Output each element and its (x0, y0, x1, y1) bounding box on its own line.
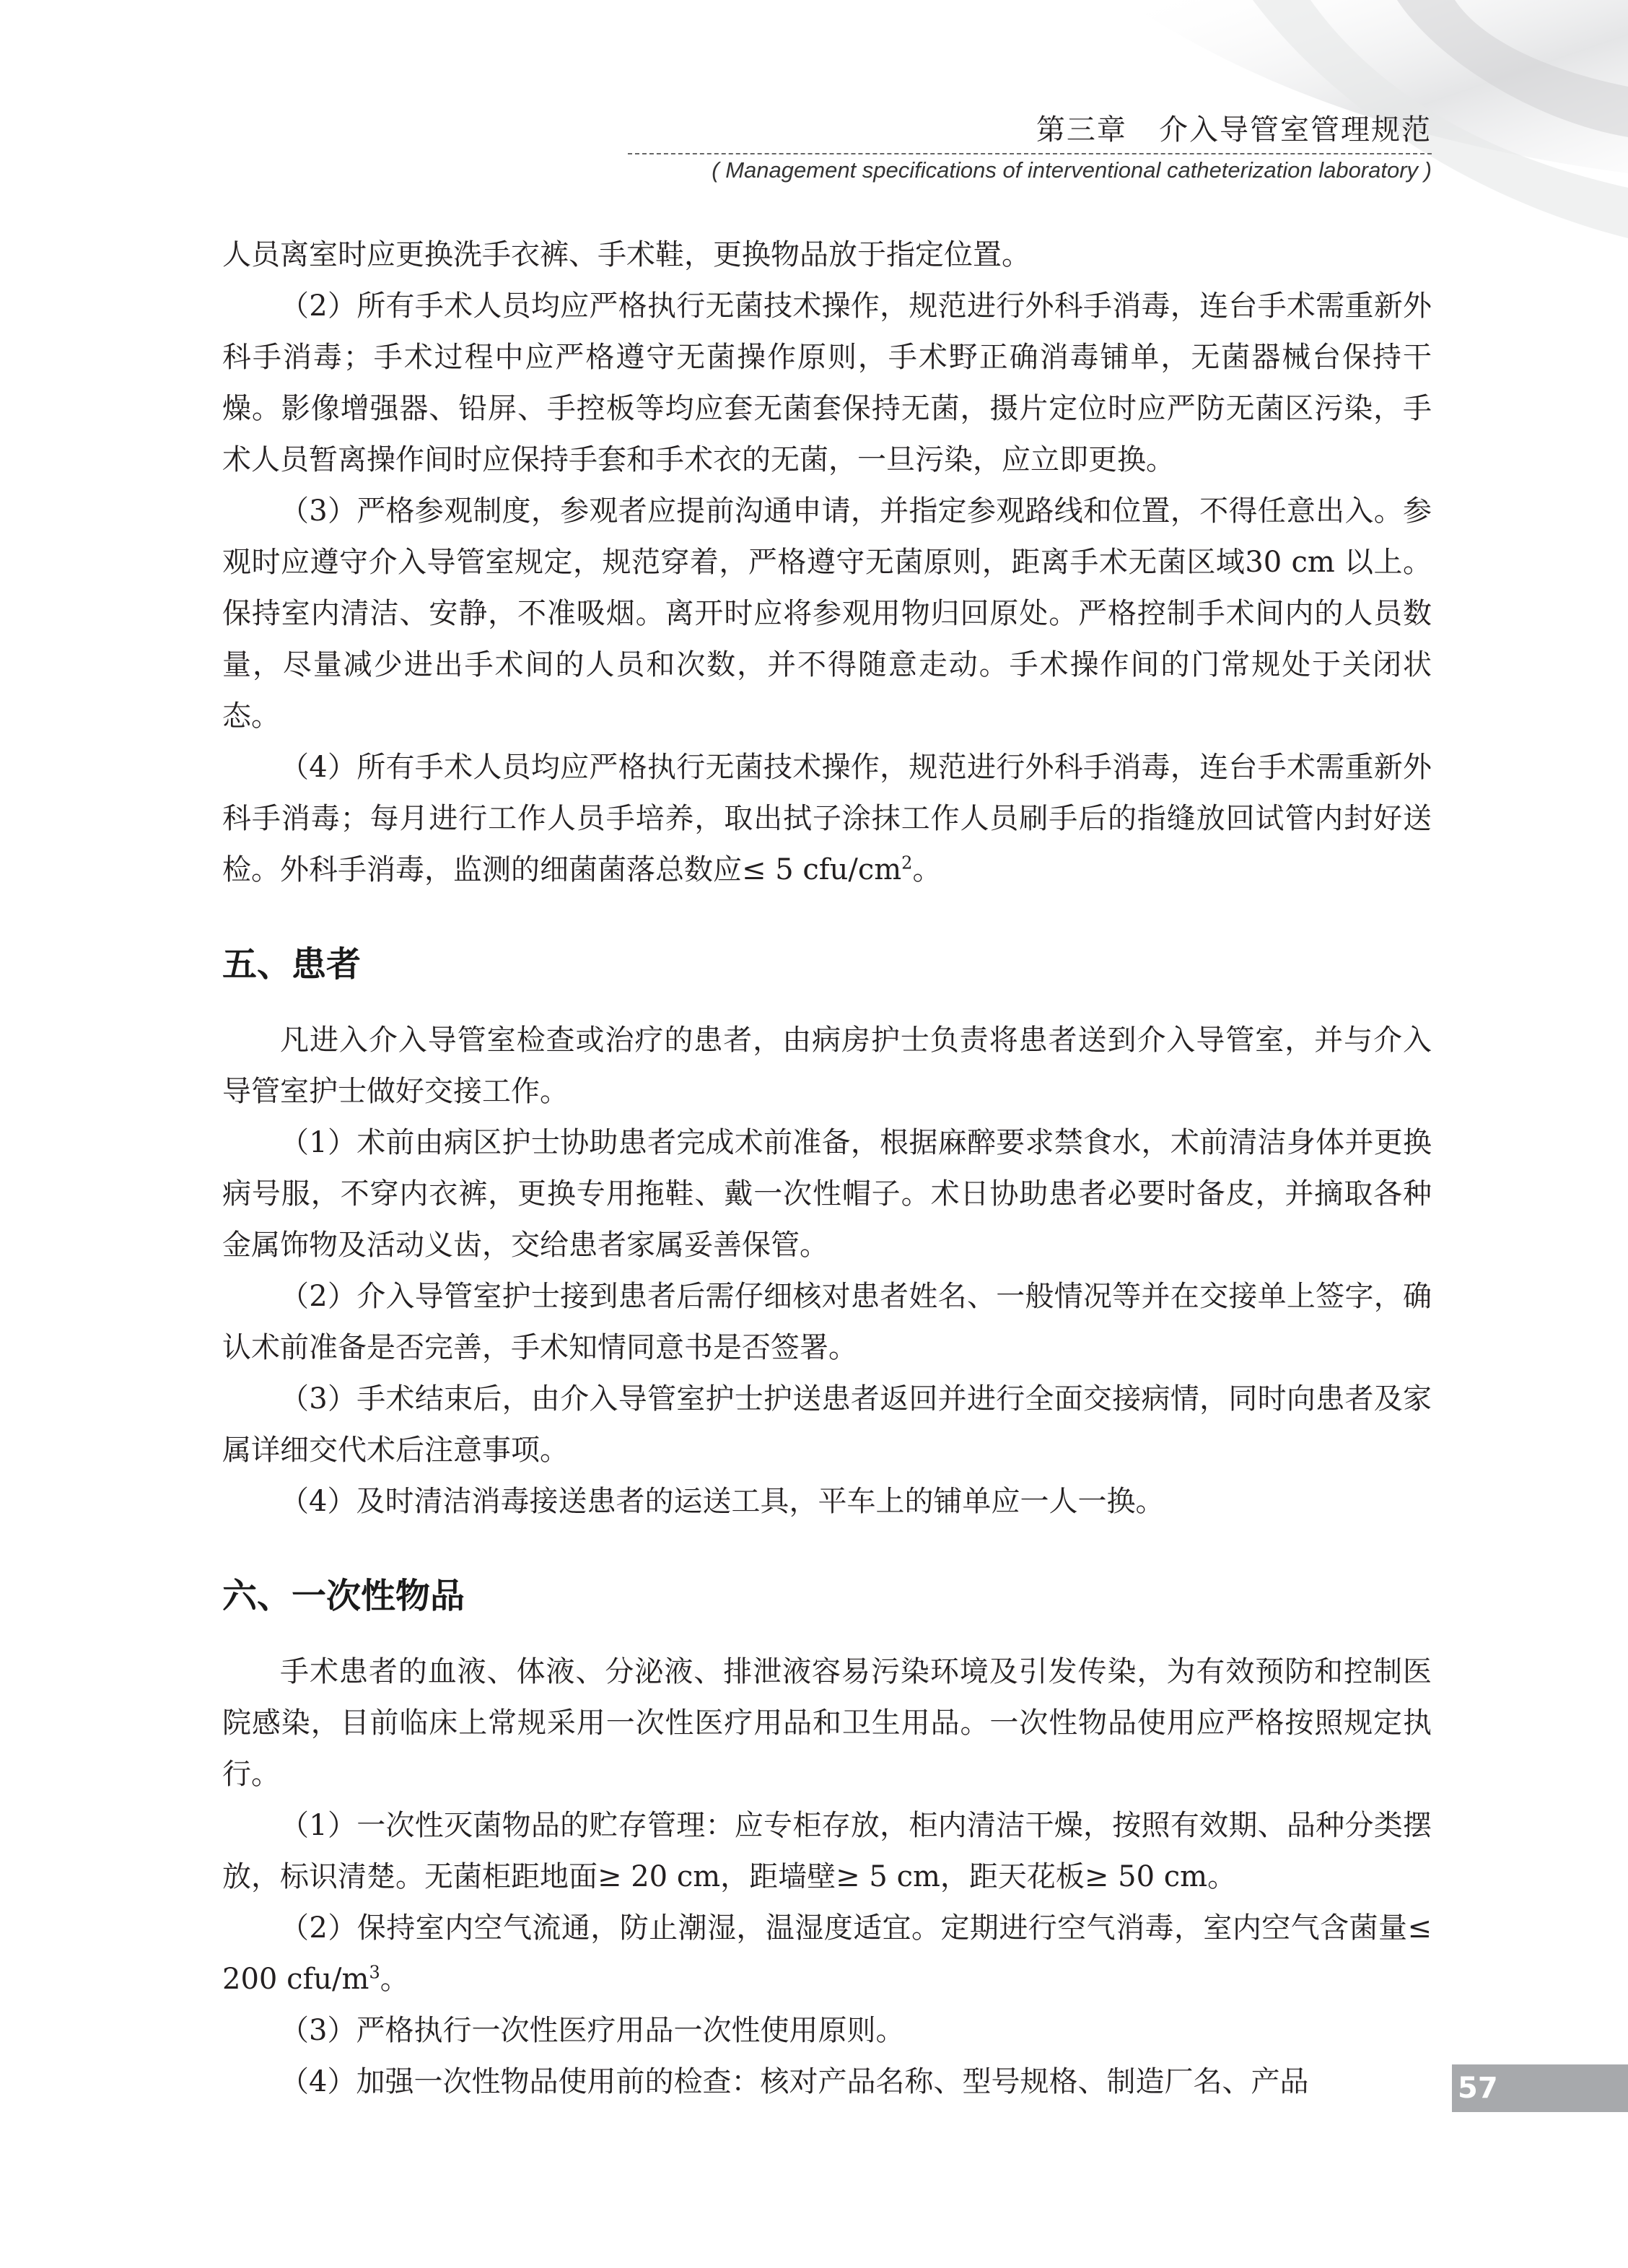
paragraph-text: （2）保持室内空气流通，防止潮湿，温湿度适宜。定期进行空气消毒，室内空气含菌量≤ 200 cfu/m (222, 1911, 1432, 1996)
paragraph: （1）术前由病区护士协助患者完成术前准备，根据麻醉要求禁食水，术前清洁身体并更换病号服，不穿内衣裤，更换专用拖鞋、戴一次性帽子。术日协助患者必要时备皮，并摘取各种金属饰物及活动义齿，交给患者家属妥善保管。 (222, 1126, 1432, 1262)
paragraph: 人员离室时应更换洗手衣裤、手术鞋，更换物品放于指定位置。 (222, 238, 1030, 271)
paragraph (222, 742, 1432, 896)
paragraph-end: 。 (912, 853, 942, 886)
running-head (1036, 107, 1432, 148)
superscript: 2 (901, 852, 913, 873)
paragraph: （1）一次性灭菌物品的贮存管理：应专柜存放，柜内清洁干燥，按照有效期、品种分类摆放，标识清楚。无菌柜距地面≥ 20 cm，距墙壁≥ 5 cm，距天花板≥ 50 cm。 (222, 1809, 1432, 1893)
paragraph: （4）加强一次性物品使用前的检查：核对产品名称、型号规格、制造厂名、产品 (280, 2065, 1309, 2098)
section-heading: 五、患者 (222, 944, 362, 985)
paragraph: （3）严格执行一次性医疗用品一次性使用原则。 (280, 2014, 905, 2047)
paragraph: 凡进入介入导管室检查或治疗的患者，由病房护士负责将患者送到介入导管室，并与介入导管室护士做好交接工作。 (222, 1024, 1432, 1108)
paragraph: （2）介入导管室护士接到患者后需仔细核对患者姓名、一般情况等并在交接单上签字，确认术前准备是否完善，手术知情同意书是否签署。 (222, 1280, 1432, 1364)
chapter-subtitle: ( Management specifications of interventional catheterization laboratory ) (712, 157, 1432, 183)
paragraph: （3）严格参观制度，参观者应提前沟通申请，并指定参观路线和位置，不得任意出入。参观时应遵守介入导管室规定，规范穿着，严格遵守无菌原则，距离手术无菌区域30 cm 以上。保持室内清洁、安静，不准吸烟。离开时应将参观用物归回原处。严格控制手术间内的人员数量，尽量减少进出手术间的人员和次数，并不得随意走动。手术操作间的门常规处于关闭状态。 (222, 494, 1432, 733)
paragraph (222, 1903, 1432, 2005)
page-body (222, 230, 1432, 2108)
page-number: 57 (1458, 2072, 1498, 2105)
paragraph: （2）所有手术人员均应严格执行无菌技术操作，规范进行外科手消毒，连台手术需重新外科手消毒；手术过程中应严格遵守无菌操作原则，手术野正确消毒铺单，无菌器械台保持干燥。影像增强器、铅屏、手控板等均应套无菌套保持无菌，摄片定位时应严防无菌区污染，手术人员暂离操作间时应保持手套和手术衣的无菌，一旦污染，应立即更换。 (222, 289, 1432, 476)
header-dashed-rule (628, 153, 1432, 154)
chapter-title: 第三章 介入导管室管理规范 (1036, 113, 1432, 147)
superscript: 3 (369, 1962, 380, 1983)
paragraph: （3）手术结束后，由介入导管室护士护送患者返回并进行全面交接病情，同时向患者及家属详细交代术后注意事项。 (222, 1382, 1432, 1467)
paragraph: 手术患者的血液、体液、分泌液、排泄液容易污染环境及引发传染，为有效预防和控制医院感染，目前临床上常规采用一次性医疗用品和卫生用品。一次性物品使用应严格按照规定执行。 (222, 1655, 1432, 1791)
section-heading: 六、一次性物品 (222, 1576, 465, 1616)
paragraph-text: （4）所有手术人员均应严格执行无菌技术操作，规范进行外科手消毒，连台手术需重新外科手消毒；每月进行工作人员手培养，取出拭子涂抹工作人员刷手后的指缝放回试管内封好送检。外科手消毒，监测的细菌菌落总数应≤ 5 cfu/cm (222, 751, 1432, 886)
paragraph-end: 。 (380, 1963, 409, 1996)
paragraph: （4）及时清洁消毒接送患者的运送工具，平车上的铺单应一人一换。 (280, 1485, 1165, 1518)
